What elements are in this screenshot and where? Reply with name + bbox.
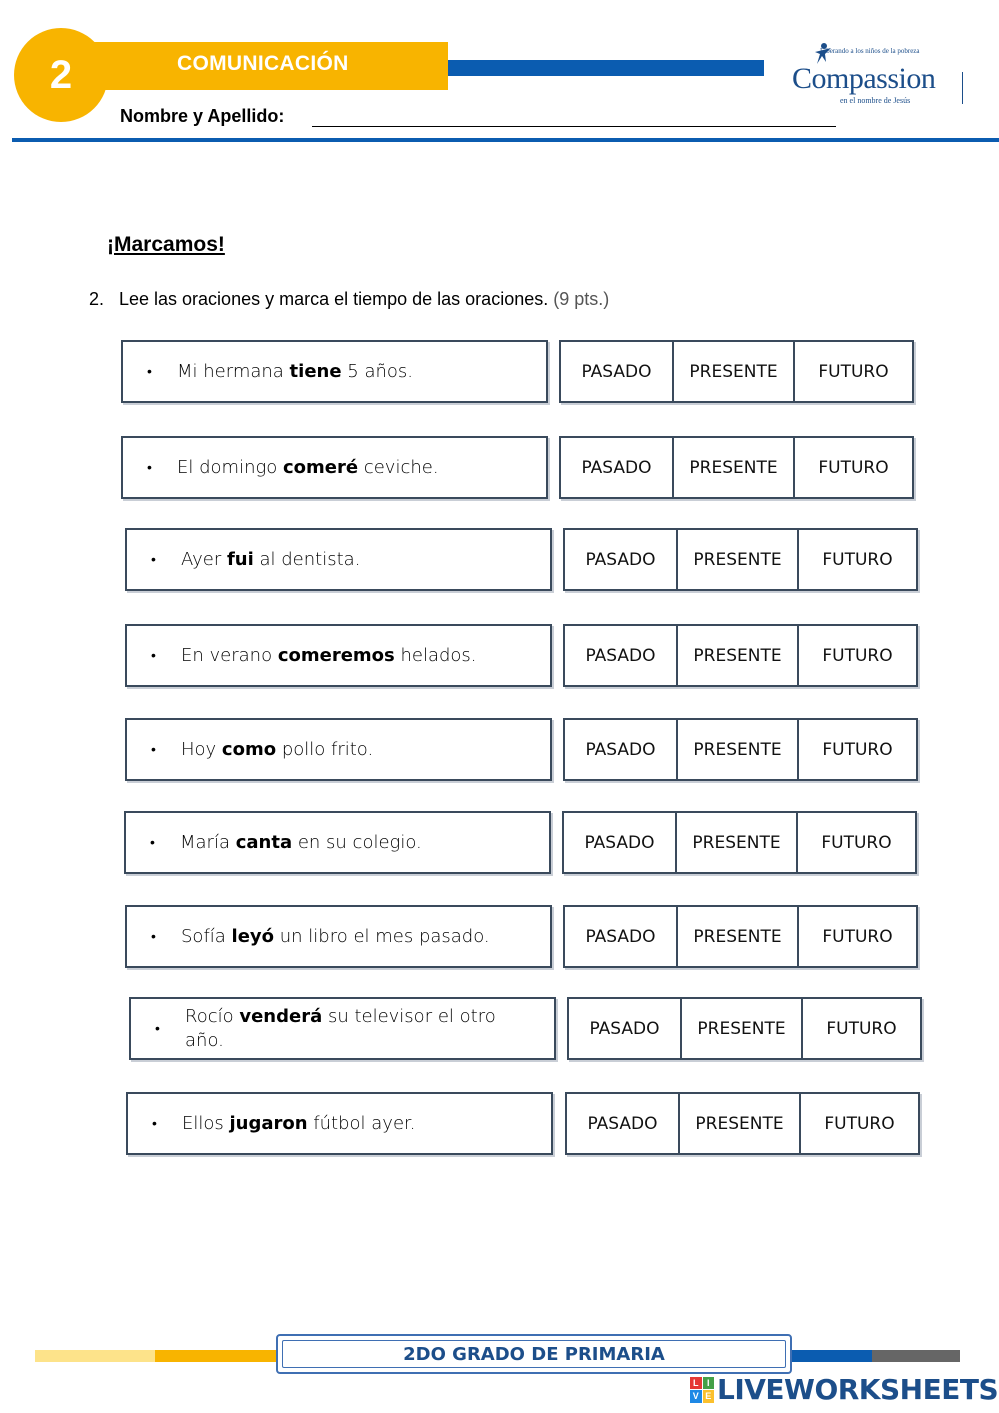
option-presente[interactable]: PRESENTE <box>680 1094 801 1153</box>
sentence-box <box>121 340 548 403</box>
option-pasado[interactable]: PASADO <box>565 530 678 589</box>
sentence-before: Hoy <box>181 738 222 760</box>
logo-wordmark: Compassion <box>792 62 936 95</box>
sentence-verb: leyó <box>231 925 275 947</box>
option-presente[interactable]: PRESENTE <box>674 438 795 497</box>
logo-divider <box>962 72 963 104</box>
sentence-before: Sofía <box>181 925 232 947</box>
sentence-text <box>185 1005 554 1053</box>
option-futuro[interactable]: FUTURO <box>822 549 893 570</box>
sentence-text <box>180 831 442 855</box>
tense-options <box>563 718 918 781</box>
tense-options <box>562 811 917 874</box>
option-pasado[interactable]: PASADO <box>565 626 678 685</box>
sentence-box <box>121 436 548 499</box>
logo-tagline: Liberando a los niños de la pobreza <box>820 47 920 55</box>
name-input-line[interactable] <box>312 126 836 127</box>
grade-banner <box>276 1334 792 1374</box>
tense-options <box>559 340 914 403</box>
bullet-icon: • <box>151 929 156 945</box>
bullet-icon: • <box>151 648 156 664</box>
option-pasado[interactable]: PASADO <box>561 438 674 497</box>
sentence-verb: comeremos <box>277 644 395 666</box>
bullet-icon: • <box>151 552 156 568</box>
grade-banner-frame <box>282 1340 786 1368</box>
bullet-icon: • <box>152 1116 157 1132</box>
option-futuro[interactable]: FUTURO <box>822 926 893 947</box>
instruction-number: 2. <box>89 289 105 309</box>
bullet-icon: • <box>150 835 155 851</box>
bullet-icon: • <box>151 742 156 758</box>
sentence-before: El domingo <box>177 456 284 478</box>
sentence-after: su televisor el otro año. <box>185 1005 496 1051</box>
sentence-text <box>181 548 380 572</box>
sentence-before: Ellos <box>182 1112 230 1134</box>
sentence-verb: canta <box>235 831 293 853</box>
sentence-after: un libro el mes pasado. <box>274 925 490 947</box>
tense-options <box>559 436 914 499</box>
option-pasado[interactable]: PASADO <box>565 720 678 779</box>
lw-icon-letter-v: V <box>690 1390 702 1403</box>
sentence-box <box>125 718 552 781</box>
option-futuro[interactable]: FUTURO <box>818 457 889 478</box>
option-futuro[interactable]: FUTURO <box>824 1113 895 1134</box>
sentence-before: Ayer <box>181 548 227 570</box>
bullet-icon: • <box>155 1021 160 1037</box>
instruction-text: Lee las oraciones y marca el tiempo de las oraciones. <box>119 289 549 309</box>
footer-stripe-blue <box>786 1350 872 1362</box>
sentence-after: pollo frito. <box>276 738 374 760</box>
sentence-after: en su colegio. <box>292 831 422 853</box>
header-accent-bar <box>448 60 764 76</box>
sentence-box <box>124 811 551 874</box>
sentence-text <box>177 360 433 384</box>
sentence-text <box>181 644 497 668</box>
sentence-before: En verano <box>181 644 278 666</box>
sentence-after: al dentista. <box>253 548 361 570</box>
option-futuro[interactable]: FUTURO <box>822 739 893 760</box>
option-pasado[interactable]: PASADO <box>561 342 674 401</box>
lw-icon-letter-i: I <box>703 1377 715 1390</box>
grade-banner-text: 2DO GRADO DE PRIMARIA <box>403 1343 665 1365</box>
option-presente[interactable]: PRESENTE <box>678 530 799 589</box>
subject-title: COMUNICACIÓN <box>177 52 349 75</box>
option-pasado[interactable]: PASADO <box>565 907 678 966</box>
sentence-box <box>126 1092 553 1155</box>
sentence-before: Mi hermana <box>177 360 290 382</box>
instruction-points: (9 pts.) <box>553 289 610 309</box>
sentence-text <box>177 456 459 480</box>
liveworksheets-brand <box>690 1373 998 1406</box>
sentence-verb: tiene <box>289 360 342 382</box>
tense-options <box>563 624 918 687</box>
sentence-verb: fui <box>226 548 254 570</box>
lw-icon-letter-e: E <box>703 1390 715 1403</box>
sentence-verb: comeré <box>283 456 359 478</box>
footer-stripe-gray <box>872 1350 960 1362</box>
subject-banner <box>60 42 448 90</box>
sentence-after: ceviche. <box>358 456 439 478</box>
option-presente[interactable]: PRESENTE <box>677 813 798 872</box>
option-futuro[interactable]: FUTURO <box>826 1018 897 1039</box>
option-presente[interactable]: PRESENTE <box>678 720 799 779</box>
sentence-verb: como <box>221 738 277 760</box>
grade-number-badge: 2 <box>14 28 108 122</box>
sentence-box <box>125 905 552 968</box>
tense-options <box>563 905 918 968</box>
option-presente[interactable]: PRESENTE <box>674 342 795 401</box>
sentence-box <box>129 997 556 1060</box>
sentence-text <box>182 1112 436 1136</box>
logo-subtitle: en el nombre de Jesús <box>840 96 911 105</box>
sentence-text <box>181 925 510 949</box>
name-label: Nombre y Apellido: <box>120 106 285 126</box>
option-presente[interactable]: PRESENTE <box>678 626 799 685</box>
sentence-before: Rocío <box>185 1005 240 1027</box>
sentence-box <box>125 624 552 687</box>
sentence-verb: venderá <box>239 1005 323 1027</box>
option-presente[interactable]: PRESENTE <box>682 999 803 1058</box>
option-pasado[interactable]: PASADO <box>569 999 682 1058</box>
sentence-after: 5 años. <box>341 360 414 382</box>
sentence-after: fútbol ayer. <box>307 1112 416 1134</box>
sentence-before: María <box>180 831 236 853</box>
liveworksheets-wordmark: LIVEWORKSHEETS <box>717 1373 999 1406</box>
instruction <box>89 289 609 310</box>
tense-options <box>565 1092 920 1155</box>
option-pasado[interactable]: PASADO <box>567 1094 680 1153</box>
lw-icon-letter-l: L <box>690 1377 702 1390</box>
option-pasado[interactable]: PASADO <box>564 813 677 872</box>
option-futuro[interactable]: FUTURO <box>821 832 892 853</box>
sentence-text <box>181 738 393 762</box>
header-rule <box>12 138 999 142</box>
sentence-after: helados. <box>394 644 477 666</box>
bullet-icon: • <box>147 364 152 380</box>
tense-options <box>567 997 922 1060</box>
option-presente[interactable]: PRESENTE <box>678 907 799 966</box>
footer-stripe-light-yellow <box>35 1350 155 1362</box>
tense-options <box>563 528 918 591</box>
section-title: ¡Marcamos! <box>107 233 225 256</box>
option-futuro[interactable]: FUTURO <box>818 361 889 382</box>
option-futuro[interactable]: FUTURO <box>822 645 893 666</box>
bullet-icon: • <box>147 460 152 476</box>
sentence-verb: jugaron <box>229 1112 308 1134</box>
liveworksheets-icon <box>690 1377 714 1403</box>
footer-stripe-yellow <box>155 1350 280 1362</box>
sentence-box <box>125 528 552 591</box>
